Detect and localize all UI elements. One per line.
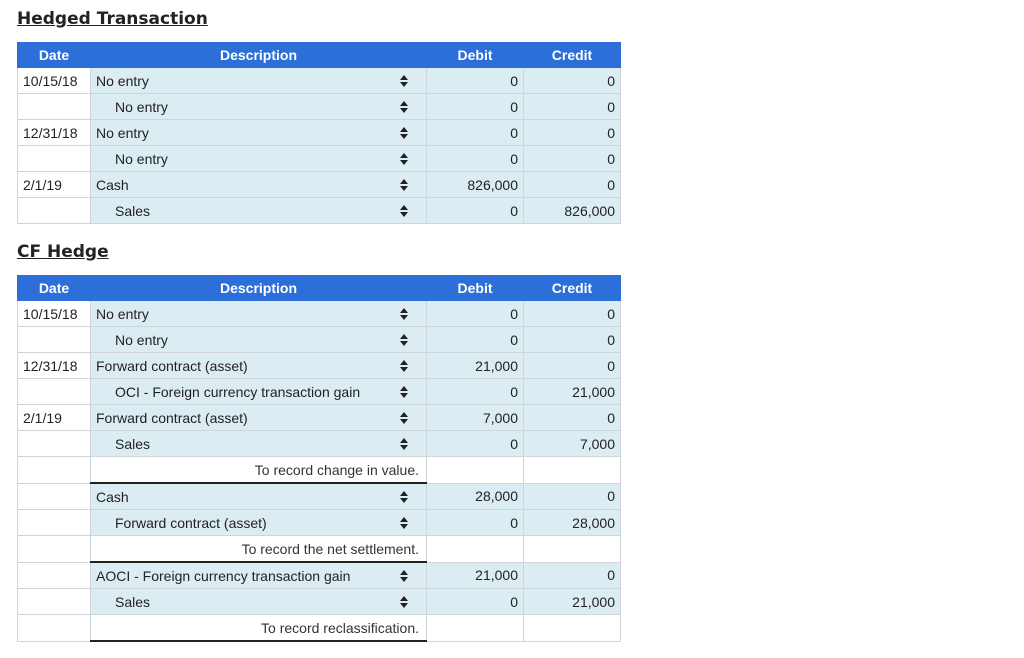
description-text: Cash xyxy=(96,176,129,193)
description-wrap xyxy=(91,431,426,456)
debit-input[interactable]: 826,000 xyxy=(427,172,524,198)
table-row xyxy=(18,120,621,146)
description-wrap xyxy=(91,146,426,171)
memo-row xyxy=(18,536,621,563)
description-wrap xyxy=(91,563,426,588)
date-cell xyxy=(18,562,91,589)
description-text: Forward contract (asset) xyxy=(115,514,267,531)
description-select[interactable] xyxy=(91,405,427,431)
header-credit: Credit xyxy=(524,43,621,68)
description-text: No entry xyxy=(96,72,149,89)
description-wrap xyxy=(91,120,426,145)
debit-input[interactable]: 0 xyxy=(427,327,524,353)
description-select[interactable] xyxy=(91,353,427,379)
credit-input[interactable]: 0 xyxy=(524,405,621,431)
table-row xyxy=(18,353,621,379)
hedged-transaction-section xyxy=(17,7,621,224)
description-text: No entry xyxy=(96,305,149,322)
description-wrap xyxy=(91,379,426,404)
date-cell: 10/15/18 xyxy=(18,68,91,94)
description-select[interactable] xyxy=(91,483,427,510)
date-cell xyxy=(18,379,91,405)
table-row xyxy=(18,589,621,615)
debit-cell xyxy=(427,615,524,642)
credit-input[interactable]: 0 xyxy=(524,562,621,589)
credit-input[interactable]: 826,000 xyxy=(524,198,621,224)
memo-row xyxy=(18,615,621,642)
description-text: OCI - Foreign currency transaction gain xyxy=(115,383,361,400)
credit-input[interactable]: 0 xyxy=(524,483,621,510)
sort-updown-icon[interactable] xyxy=(397,178,411,192)
credit-cell xyxy=(524,457,621,484)
description-text: Cash xyxy=(96,488,129,505)
sort-updown-icon[interactable] xyxy=(397,204,411,218)
credit-input[interactable]: 0 xyxy=(524,353,621,379)
credit-input[interactable]: 0 xyxy=(524,301,621,327)
debit-cell xyxy=(427,536,524,563)
description-select[interactable] xyxy=(91,562,427,589)
table-header-row xyxy=(18,43,621,68)
section-title-hedged: Hedged Transaction xyxy=(17,9,208,29)
description-text: No entry xyxy=(115,98,168,115)
credit-input[interactable]: 21,000 xyxy=(524,589,621,615)
description-text: AOCI - Foreign currency transaction gain xyxy=(96,567,351,584)
description-text: Forward contract (asset) xyxy=(96,409,248,426)
date-cell: 2/1/19 xyxy=(18,172,91,198)
date-cell xyxy=(18,536,91,563)
table-row xyxy=(18,146,621,172)
sort-updown-icon[interactable] xyxy=(397,516,411,530)
cf-hedge-section xyxy=(17,240,621,642)
description-wrap xyxy=(91,198,426,223)
memo-text: To record reclassification. xyxy=(91,615,427,642)
sort-updown-icon[interactable] xyxy=(397,307,411,321)
date-cell xyxy=(18,615,91,642)
table-row xyxy=(18,94,621,120)
debit-input[interactable]: 0 xyxy=(427,589,524,615)
description-text: Sales xyxy=(115,202,151,219)
table-row xyxy=(18,379,621,405)
sort-updown-icon[interactable] xyxy=(397,569,411,583)
debit-input[interactable]: 28,000 xyxy=(427,483,524,510)
debit-input[interactable]: 21,000 xyxy=(427,562,524,589)
table-row xyxy=(18,198,621,224)
sort-updown-icon[interactable] xyxy=(397,595,411,609)
credit-input[interactable]: 7,000 xyxy=(524,431,621,457)
credit-input[interactable]: 0 xyxy=(524,120,621,146)
description-select[interactable] xyxy=(91,68,427,94)
sort-updown-icon[interactable] xyxy=(397,490,411,504)
credit-input[interactable]: 0 xyxy=(524,146,621,172)
credit-input[interactable]: 21,000 xyxy=(524,379,621,405)
description-select[interactable] xyxy=(91,379,427,405)
debit-input[interactable]: 0 xyxy=(427,379,524,405)
debit-input[interactable]: 0 xyxy=(427,68,524,94)
description-text: Sales xyxy=(115,435,151,452)
debit-input[interactable]: 0 xyxy=(427,120,524,146)
sort-updown-icon[interactable] xyxy=(397,152,411,166)
sort-updown-icon[interactable] xyxy=(397,359,411,373)
debit-input[interactable]: 0 xyxy=(427,301,524,327)
header-description: Description xyxy=(91,43,427,68)
date-cell: 10/15/18 xyxy=(18,301,91,327)
description-wrap xyxy=(91,94,426,119)
sort-updown-icon[interactable] xyxy=(397,437,411,451)
header-credit: Credit xyxy=(524,276,621,301)
debit-input[interactable]: 0 xyxy=(427,94,524,120)
debit-input[interactable]: 7,000 xyxy=(427,405,524,431)
header-debit: Debit xyxy=(427,276,524,301)
debit-input[interactable]: 0 xyxy=(427,198,524,224)
sort-updown-icon[interactable] xyxy=(397,333,411,347)
description-wrap xyxy=(91,353,426,378)
date-cell: 12/31/18 xyxy=(18,353,91,379)
debit-input[interactable]: 0 xyxy=(427,146,524,172)
credit-input[interactable]: 0 xyxy=(524,172,621,198)
header-date: Date xyxy=(18,43,91,68)
date-cell xyxy=(18,457,91,484)
table-row xyxy=(18,510,621,536)
description-wrap xyxy=(91,327,426,352)
description-select[interactable] xyxy=(91,172,427,198)
debit-input[interactable]: 0 xyxy=(427,431,524,457)
description-text: Sales xyxy=(115,593,151,610)
table-row xyxy=(18,431,621,457)
description-select[interactable] xyxy=(91,198,427,224)
description-text: No entry xyxy=(96,124,149,141)
table-header-row xyxy=(18,276,621,301)
table-row xyxy=(18,327,621,353)
sort-updown-icon[interactable] xyxy=(397,411,411,425)
date-cell xyxy=(18,431,91,457)
description-wrap xyxy=(91,172,426,197)
description-text: No entry xyxy=(115,331,168,348)
description-wrap xyxy=(91,484,426,509)
table-row xyxy=(18,405,621,431)
table-row xyxy=(18,68,621,94)
credit-cell xyxy=(524,536,621,563)
date-cell: 12/31/18 xyxy=(18,120,91,146)
memo-text: To record the net settlement. xyxy=(91,536,427,563)
credit-input[interactable]: 28,000 xyxy=(524,510,621,536)
date-cell xyxy=(18,510,91,536)
sort-updown-icon[interactable] xyxy=(397,100,411,114)
date-cell xyxy=(18,589,91,615)
table-row xyxy=(18,301,621,327)
description-text: No entry xyxy=(115,150,168,167)
sort-updown-icon[interactable] xyxy=(397,74,411,88)
description-text: Forward contract (asset) xyxy=(96,357,248,374)
credit-input[interactable]: 0 xyxy=(524,327,621,353)
sort-updown-icon[interactable] xyxy=(397,126,411,140)
description-wrap xyxy=(91,405,426,430)
date-cell xyxy=(18,94,91,120)
description-select[interactable] xyxy=(91,301,427,327)
cf-hedge-journal-table xyxy=(17,275,621,642)
table-row xyxy=(18,562,621,589)
header-date: Date xyxy=(18,276,91,301)
description-select[interactable] xyxy=(91,589,427,615)
description-select[interactable] xyxy=(91,431,427,457)
description-select[interactable] xyxy=(91,146,427,172)
header-description: Description xyxy=(91,276,427,301)
description-select[interactable] xyxy=(91,327,427,353)
date-cell xyxy=(18,146,91,172)
credit-input[interactable]: 0 xyxy=(524,68,621,94)
memo-text: To record change in value. xyxy=(91,457,427,484)
credit-cell xyxy=(524,615,621,642)
date-cell xyxy=(18,327,91,353)
description-select[interactable] xyxy=(91,120,427,146)
debit-cell xyxy=(427,457,524,484)
sort-updown-icon[interactable] xyxy=(397,385,411,399)
description-wrap xyxy=(91,510,426,535)
hedged-journal-table xyxy=(17,42,621,224)
date-cell: 2/1/19 xyxy=(18,405,91,431)
description-wrap xyxy=(91,589,426,614)
credit-input[interactable]: 0 xyxy=(524,94,621,120)
description-select[interactable] xyxy=(91,94,427,120)
header-debit: Debit xyxy=(427,43,524,68)
table-row xyxy=(18,483,621,510)
debit-input[interactable]: 21,000 xyxy=(427,353,524,379)
section-title-cf-hedge: CF Hedge xyxy=(17,242,109,262)
date-cell xyxy=(18,198,91,224)
description-select[interactable] xyxy=(91,510,427,536)
description-wrap xyxy=(91,301,426,326)
debit-input[interactable]: 0 xyxy=(427,510,524,536)
description-wrap xyxy=(91,68,426,93)
table-row xyxy=(18,172,621,198)
memo-row xyxy=(18,457,621,484)
date-cell xyxy=(18,483,91,510)
